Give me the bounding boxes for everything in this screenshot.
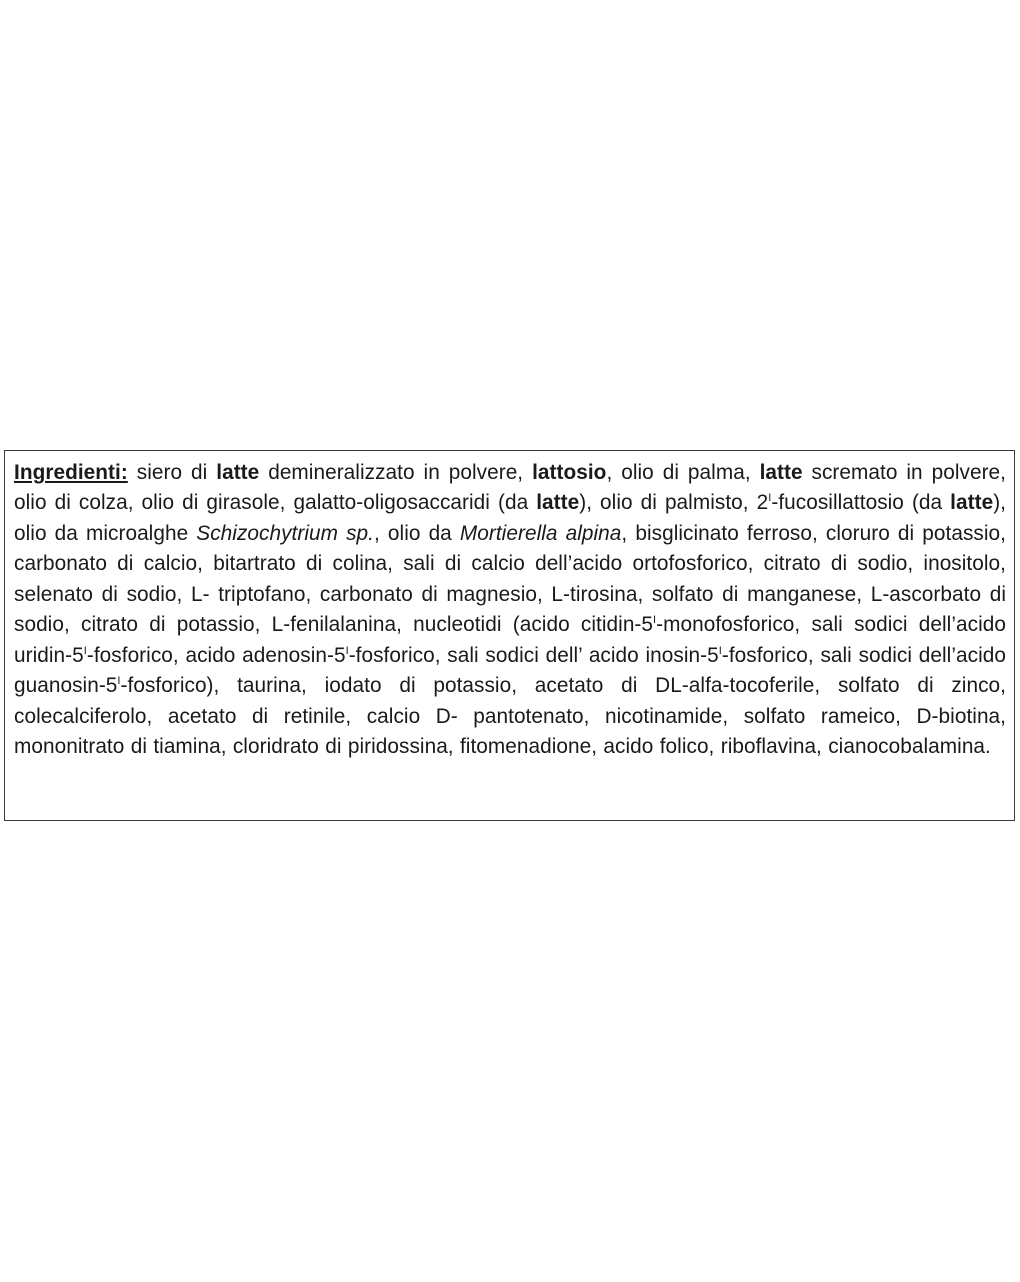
superscript-mark: I: [83, 644, 87, 657]
ingredient-text: -fosforico, acido adenosin-5: [86, 643, 346, 667]
allergen-text: lattosio: [532, 461, 607, 484]
ingredient-text: -monofosforico, sali sodici dell’acido uridin-5: [14, 613, 1006, 667]
superscript-mark: I: [117, 675, 121, 688]
ingredients-heading: Ingredienti:: [14, 461, 128, 484]
species-name-text: Schizochytrium sp.: [196, 521, 374, 545]
allergen-text: latte: [759, 461, 803, 484]
superscript-mark: I: [718, 644, 722, 657]
ingredient-text: scremato in polvere, olio di colza, olio di girasole, galatto-oligosaccaridi (da: [14, 461, 1006, 515]
superscript-mark: I: [653, 614, 657, 627]
ingredient-text: , olio da: [373, 521, 460, 545]
ingredient-text: siero di: [127, 461, 217, 484]
ingredient-text: ), olio di palmisto, 2: [579, 491, 769, 515]
ingredient-text: -fosforico, sali sodici dell’ acido inosin-5: [348, 643, 719, 667]
ingredient-text: , bisglicinato ferroso, cloruro di potassio, carbonato di calcio, bitartrato di colina, sali di calcio dell’acido ortofosforico, citrato di sodio, inositolo, selenato di sodio, L- triptofano, carbonato di magnesio, L-tirosina, solfato di manganese, L-ascorbato di sodio, citrato di potassio, L-fenilalanina, nucleotidi (acido citidin-5: [14, 521, 1006, 637]
superscript-mark: I: [768, 492, 772, 505]
ingredients-paragraph: [14, 458, 1006, 763]
allergen-text: latte: [950, 491, 994, 515]
ingredient-text: -fosforico), taurina, iodato di potassio, acetato di DL-alfa-tocoferile, solfato di zinco, colecalciferolo, acetato di retinile, calcio D- pantotenato, nicotinamide, solfato rameico, D-biotina, mononitrato di tiamina, cloridrato di piridossina, fitomenadione, acido folico, riboflavina, cianocobalamina.: [14, 674, 1006, 759]
ingredient-text: demineralizzato in polvere,: [259, 461, 533, 484]
ingredients-box: [4, 450, 1015, 821]
allergen-text: latte: [216, 461, 260, 484]
ingredient-text: -fosforico, sali sodici dell’acido guanosin-5: [14, 643, 1006, 698]
superscript-mark: I: [345, 644, 349, 657]
species-name-text: Mortierella alpina: [459, 521, 622, 545]
ingredient-text: , olio di palma,: [606, 461, 760, 484]
allergen-text: latte: [536, 491, 580, 515]
ingredient-text: -fucosillattosio (da: [771, 491, 951, 515]
ingredient-text: ), olio da microalghe: [14, 491, 1006, 545]
